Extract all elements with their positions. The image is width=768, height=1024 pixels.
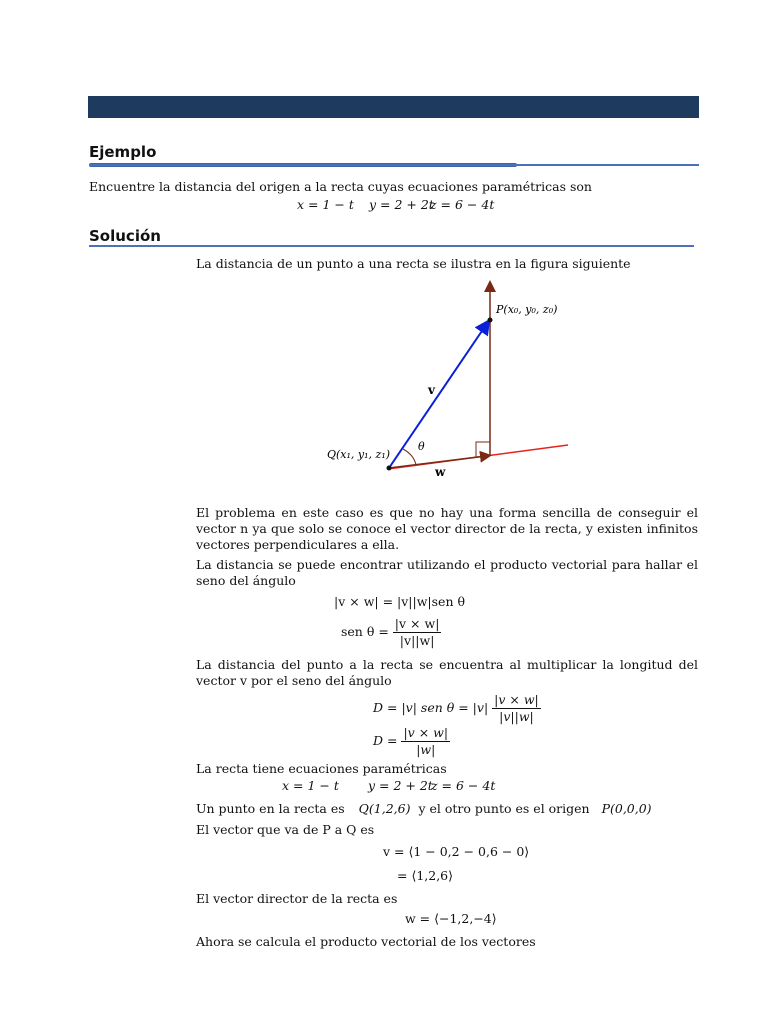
formula-distance-final-fraction xyxy=(401,725,450,758)
paragraph-5 xyxy=(196,801,652,816)
formula-sine-lhs: sen θ = xyxy=(341,624,389,639)
solution-rule xyxy=(89,245,694,247)
equation2-z: z = 6 − 4t xyxy=(431,778,496,793)
formula-distance-final-numerator: |v × w| xyxy=(403,725,449,740)
formula-sine-denominator: |v||w| xyxy=(399,633,435,648)
paragraph-5-middle: y el otro punto es el origen xyxy=(418,801,590,816)
formula-sine xyxy=(341,616,441,649)
point-p xyxy=(488,318,493,323)
formula-distance-final-denominator: |w| xyxy=(416,742,436,757)
formula-sine-fraction xyxy=(393,616,442,649)
equation-y: y = 2 + 2t xyxy=(369,197,434,212)
formula-distance xyxy=(373,692,541,725)
equation2-x: x = 1 − t xyxy=(282,778,339,793)
heading-rule xyxy=(89,164,699,166)
vector-v xyxy=(389,322,488,468)
label-w: w xyxy=(435,465,446,479)
formula-vector-v: v = ⟨1 − 0,2 − 0,6 − 0⟩ xyxy=(383,844,530,859)
solution-title: Solución xyxy=(89,227,161,245)
formula-distance-denominator: |v||w| xyxy=(499,709,534,724)
distance-figure xyxy=(300,280,590,480)
paragraph-2: La distancia se puede encontrar utilizando el producto vectorial para hallar el seno del ángulo xyxy=(196,557,698,588)
header-bar xyxy=(88,96,699,118)
equation-x: x = 1 − t xyxy=(297,197,354,212)
formula-sine-numerator: |v × w| xyxy=(394,616,440,631)
formula-distance-fraction xyxy=(492,692,541,725)
formula-distance-lhs: D = |v| sen θ = |v| xyxy=(373,700,489,715)
paragraph-1: El problema en este caso es que no hay una forma sencilla de conseguir el vector n ya que solo se conoce el vector director de la recta, y existen infinitos vectores perpendiculares a ella. xyxy=(196,505,698,552)
equation2-y: y = 2 + 2t xyxy=(368,778,433,793)
label-v: v xyxy=(428,383,435,397)
formula-distance-numerator: |v × w| xyxy=(494,692,539,707)
paragraph-8: Ahora se calcula el producto vectorial de los vectores xyxy=(196,934,536,949)
point-q xyxy=(387,466,392,471)
formula-distance-final-lhs: D = xyxy=(373,733,398,748)
paragraph-4: La recta tiene ecuaciones paramétricas xyxy=(196,761,447,776)
section-title: Ejemplo xyxy=(89,143,157,161)
paragraph-7: El vector director de la recta es xyxy=(196,891,398,906)
intro-text: La distancia de un punto a una recta se ilustra en la figura siguiente xyxy=(196,256,631,271)
paragraph-5-start: Un punto en la recta es xyxy=(196,801,345,816)
equation-z: z = 6 − 4t xyxy=(430,197,495,212)
formula-vector-v-result: = ⟨1,2,6⟩ xyxy=(397,868,454,883)
point-q-coords: Q(1,2,6) xyxy=(358,801,411,816)
formula-distance-final xyxy=(373,725,450,758)
label-q: Q(x₁, y₁, z₁) xyxy=(327,448,391,461)
paragraph-6: El vector que va de P a Q es xyxy=(196,822,375,837)
problem-text: Encuentre la distancia del origen a la recta cuyas ecuaciones paramétricas son xyxy=(89,179,592,194)
formula-vector-w: w = ⟨−1,2,−4⟩ xyxy=(405,911,497,926)
label-theta: θ xyxy=(418,440,425,453)
paragraph-3: La distancia del punto a la recta se encuentra al multiplicar la longitud del vector v por el seno del ángulo xyxy=(196,657,698,688)
label-p: P(x₀, y₀, z₀) xyxy=(496,303,558,316)
angle-arc xyxy=(403,449,416,465)
formula-cross-magnitude: |v × w| = |v||w|sen θ xyxy=(334,594,465,609)
point-p-coords: P(0,0,0) xyxy=(601,801,652,816)
